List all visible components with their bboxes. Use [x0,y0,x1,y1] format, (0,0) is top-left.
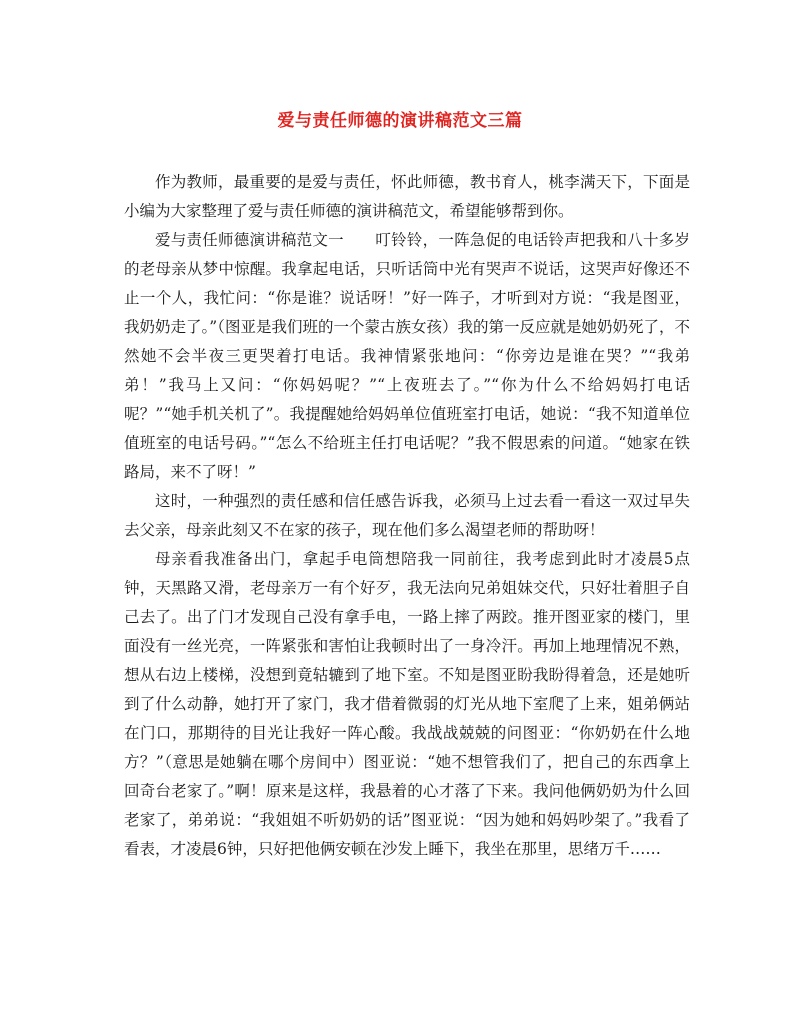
paragraph-responsibility: 这时，一种强烈的责任感和信任感告诉我，必须马上过去看一看这一双过早失去父亲，母亲此刻又不在家的孩子，现在他们多么渴望老师的帮助呀！ [124,492,690,539]
paragraph-night-visit: 母亲看我准备出门，拿起手电筒想陪我一同前往，我考虑到此时才凌晨5点钟，天黑路又滑，老母亲万一有个好歹，我无法向兄弟姐妹交代，只好壮着胆子自己去了。出了门才发现自己没有拿手电，一路上摔了两跤。推开图亚家的楼门，里面没有一丝光亮，一阵紧张和害怕让我顿时出了一身冷汗。再加上地理情况不熟，想从右边上楼梯，没想到竟轱辘到了地下室。不知是图亚盼我盼得着急，还是她听到了什么动静，她打开了家门，我才借着微弱的灯光从地下室爬了上来，姐弟俩站在门口，那期待的目光让我好一阵心酸。我战战兢兢的问图亚：“你奶奶在什么地方？”（意思是她躺在哪个房间中）图亚说：“她不想管我们了，把自己的东西拿上回奇台老家了。”啊！原来是这样，我悬着的心才落了下来。我问他俩奶奶为什么回老家了，弟弟说：“我姐姐不听奶奶的话”图亚说：“因为她和妈妈吵架了。”我看了看表，才凌晨6钟，只好把他俩安顿在沙发上睡下，我坐在那里，思绪万千…… [124,550,690,858]
document-body [124,168,690,864]
paragraph-speech-one: 爱与责任师德演讲稿范文一 叮铃铃，一阵急促的电话铃声把我和八十多岁的老母亲从梦中惊醒。我拿起电话，只听话筒中光有哭声不说话，这哭声好像还不止一个人，我忙问：“你是谁？说话呀！”好一阵子，才听到对方说：“我是图亚，我奶奶走了。”（图亚是我们班的一个蒙古族女孩）我的第一反应就是她奶奶死了，不然她不会半夜三更哭着打电话。我神情紧张地问：“你旁边是谁在哭？”“我弟弟！”我马上又问：“你妈妈呢？”“上夜班去了。”“你为什么不给妈妈打电话呢？”“她手机关机了”。我提醒她给妈妈单位值班室打电话，她说：“我不知道单位值班室的电话号码。”“怎么不给班主任打电话呢？”我不假思索的问道。“她家在铁路局，来不了呀！” [124,231,690,481]
document-title: 爱与责任师德的演讲稿范文三篇 [277,111,523,131]
paragraph-intro: 作为教师，最重要的是爱与责任，怀此师德，教书育人，桃李满天下，下面是小编为大家整理了爱与责任师德的演讲稿范文，希望能够帮到你。 [124,173,690,220]
